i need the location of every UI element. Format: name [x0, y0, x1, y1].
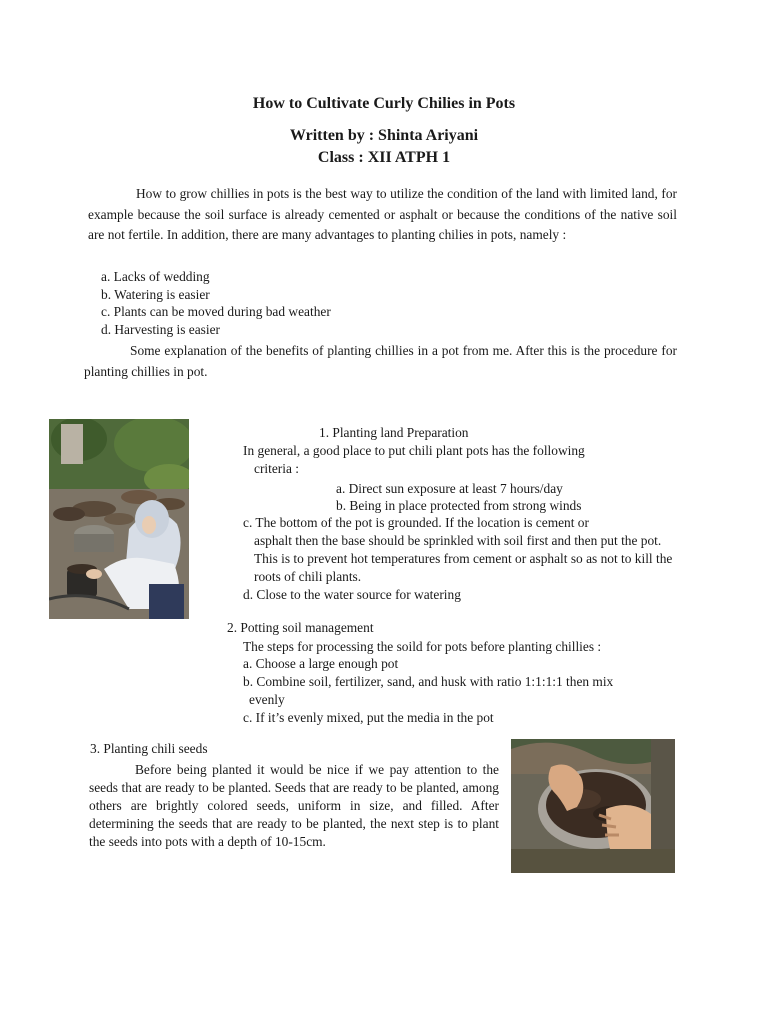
document-title: How to Cultivate Curly Chilies in Pots: [252, 95, 516, 112]
section1-item-c-first-line: c. The bottom of the pot is grounded. If the location is cement or: [243, 515, 589, 530]
section1-intro: [243, 442, 677, 478]
section1-item-c: [243, 514, 677, 586]
section1-item-a: a. Direct sun exposure at least 7 hours/day: [336, 481, 563, 496]
advantage-item-a: a. Lacks of wedding: [101, 269, 210, 284]
advantage-item-c: c. Plants can be moved during bad weather: [101, 304, 331, 319]
author-line: Written by : Shinta Ariyani: [289, 127, 479, 144]
section2-item-b: [243, 673, 677, 709]
section2-item-c: c. If it’s evenly mixed, put the media in the pot: [243, 710, 494, 725]
section3-heading: 3. Planting chili seeds: [90, 741, 208, 756]
section3-body: Before being planted it would be nice if we pay attention to the seeds that are ready to be planted. Seeds that are ready to be planted, among others are brightly colored seeds, uniform in size, and filled. After determining the seeds that are ready to be planted, the next step is to plant the seeds into pots with a depth of 10-15cm.: [89, 762, 499, 849]
section1-item-b: b. Being in place protected from strong winds: [336, 498, 582, 513]
section2-heading: 2. Potting soil management: [227, 620, 374, 635]
class-line: Class : XII ATPH 1: [317, 149, 451, 166]
photo-hands-planting-seeds: [511, 739, 675, 873]
section1-heading: 1. Planting land Preparation: [319, 425, 469, 440]
section1-item-c-continuation: asphalt then the base should be sprinkled with soil first and then put the pot. This is to prevent hot temperatures from cement or asphalt so as not to kill the roots of chili plants.: [254, 533, 673, 584]
section2-item-b-continuation: evenly: [249, 692, 285, 707]
section2-item-b-first-line: b. Combine soil, fertilizer, sand, and husk with ratio 1:1:1:1 then mix: [243, 674, 614, 689]
section1-intro-continuation: criteria :: [254, 461, 299, 476]
photo-girl-planting-pots: [49, 419, 189, 619]
advantage-item-b: b. Watering is easier: [101, 287, 210, 302]
section2-intro: The steps for processing the soild for pots before planting chillies :: [243, 639, 602, 654]
section1-intro-first-line: In general, a good place to put chili plant pots has the following: [243, 443, 585, 458]
section2-item-a: a. Choose a large enough pot: [243, 656, 399, 671]
advantage-item-d: d. Harvesting is easier: [101, 322, 220, 337]
section1-item-d: d. Close to the water source for watering: [243, 587, 461, 602]
explanation-paragraph: Some explanation of the benefits of planting chillies in a pot from me. After this is the procedure for planting chillies in pot.: [84, 343, 677, 379]
intro-paragraph: How to grow chillies in pots is the best way to utilize the condition of the land with limited land, for example because the soil surface is already cemented or asphalt or because the conditions of the native soil are not fertile. In addition, there are many advantages to planting chilies in pots, namely :: [88, 186, 677, 242]
